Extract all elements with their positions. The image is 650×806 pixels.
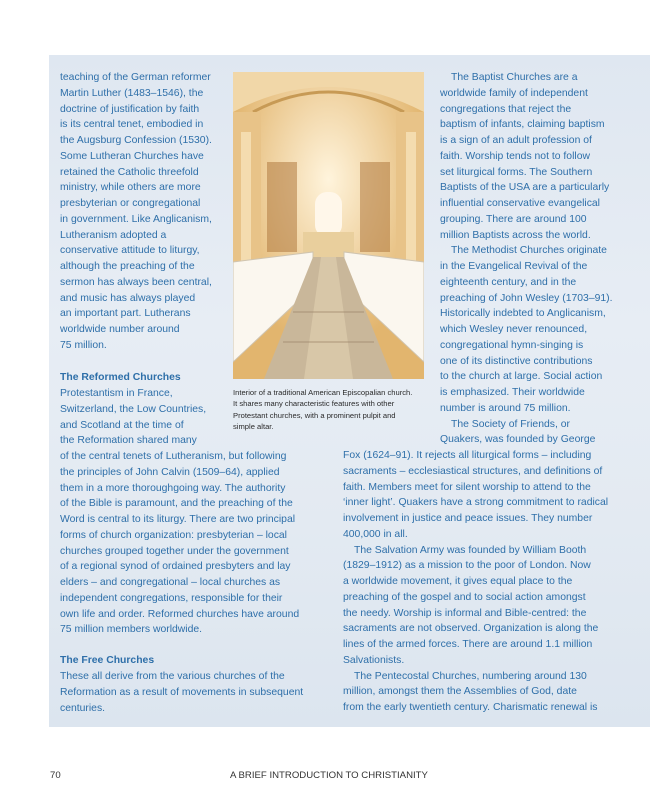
text-line: worldwide number around [60, 324, 180, 335]
text-line: conservative attitude to liturgy, [60, 245, 200, 257]
text-line: the principles of John Calvin (1509–64), applied [60, 466, 280, 478]
text-line: preaching of John Wesley (1703–91). [440, 292, 613, 304]
text-line: sacraments – ecclesiastical structures, and definitions of [343, 465, 603, 477]
text-line: The Salvation Army was founded by William Booth [354, 544, 587, 556]
running-title: A BRIEF INTRODUCTION TO CHRISTIANITY [230, 770, 428, 781]
text-line: baptism of infants, claiming baptism [440, 119, 605, 131]
text-line: in the Evangelical Revival of the [440, 261, 588, 272]
text-line: ‘inner light’. Quakers have a strong commitment to radical [343, 497, 609, 509]
section-heading: The Free Churches [60, 655, 155, 666]
text-line: These all derive from the various churches of the [60, 671, 285, 682]
photo-caption-line: It shares many characteristic features with other [233, 399, 395, 409]
text-line: teaching of the German reformer [60, 72, 211, 83]
text-line: Reformation as a result of movements in subsequent [60, 686, 304, 698]
text-line: faith. Members meet for silent worship to attend to the [343, 481, 591, 493]
text-line: Baptists of the USA are a particularly [440, 182, 610, 194]
text-line: is its central tenet, embodied in [60, 119, 204, 131]
photo-caption-line: Interior of a traditional American Episcopalian church. [233, 388, 413, 397]
text-line: lines of the armed forces. There are around 1.1 million [343, 639, 593, 650]
text-line: worldwide family of independent [440, 87, 588, 99]
text-line: Word is central to its liturgy. There are two principal [60, 514, 296, 525]
text-line: although the preaching of the [60, 261, 195, 272]
text-line: preaching of the gospel and to social action amongst [343, 591, 586, 603]
text-line: The Methodist Churches originate [451, 245, 607, 257]
text-line: congregations that reject the [440, 103, 572, 115]
text-line: which Wesley never renounced, [440, 324, 588, 335]
text-line: of a regional synod of ordained presbyters and lay [60, 561, 291, 573]
photo-caption-line: simple altar. [233, 422, 274, 432]
text-line: Fox (1624–91). It rejects all liturgical forms – including [343, 450, 592, 461]
text-line: million Baptists across the world. [440, 229, 591, 241]
text-line: to the church at large. Social action [440, 371, 603, 383]
text-line: a worldwide movement, it gives equal place to the [343, 576, 573, 587]
text-line: sacraments are not observed. Organization is along the [343, 623, 599, 635]
text-line: 75 million members worldwide. [60, 624, 203, 636]
text-line: sermon has always been central, [60, 276, 212, 288]
text-line: forms of church organization: presbyterian – local [60, 529, 287, 541]
text-line: Quakers, was founded by George [440, 434, 596, 446]
text-line: 400,000 in all. [343, 528, 408, 540]
text-line: eighteenth century, and in the [440, 276, 577, 288]
section-heading: The Reformed Churches [60, 372, 181, 383]
text-line: and Scotland at the time of [60, 419, 184, 431]
text-line: involvement in justice and peace issues. They number [343, 513, 593, 524]
text-line: of the central tenets of Lutheranism, but following [60, 451, 287, 462]
text-line: of the Bible is paramount, and the preaching of the [60, 498, 293, 510]
text-line: Lutheranism adopted a [60, 229, 167, 241]
text-line: Switzerland, the Low Countries, [60, 403, 207, 415]
text-line: one of its distinctive contributions [440, 355, 593, 367]
text-line: and music has always played [60, 292, 196, 304]
text-line: (1829–1912) as a mission to the poor of London. Now [343, 560, 591, 572]
text-line: Historically indebted to Anglicanism, [440, 308, 606, 320]
text-line: retained the Catholic threefold [60, 166, 199, 178]
text-line: independent congregations, responsible for their [60, 592, 283, 604]
text-line: grouping. There are around 100 [440, 213, 587, 225]
text-line: million, amongst them the Assemblies of God, date [343, 686, 577, 698]
text-line: congregational hymn-singing is [440, 339, 584, 351]
text-line: doctrine of justification by faith [60, 103, 200, 115]
text-line: Some Lutheran Churches have [60, 150, 204, 162]
text-line: the Augsburg Confession (1530). [60, 135, 212, 146]
text-line: from the early twentieth century. Charismatic renewal is [343, 702, 598, 713]
text-line: centuries. [60, 702, 106, 714]
text-line: own life and order. Reformed churches have around [60, 608, 300, 620]
text-line: presbyterian or congregational [60, 198, 201, 209]
photo-caption-line: Protestant churches, with a prominent pulpit and [233, 410, 396, 420]
text-line: the Reformation shared many [60, 435, 197, 447]
text-line: set liturgical forms. The Southern [440, 166, 593, 178]
text-line: Salvationists. [343, 654, 405, 666]
text-line: The Baptist Churches are a [451, 72, 578, 83]
text-line: is a sign of an adult profession of [440, 135, 592, 146]
page-number: 70 [50, 770, 61, 781]
text-line: 75 million. [60, 339, 107, 351]
church-interior-photo [233, 72, 424, 379]
text-line: ministry, while others are more [60, 182, 201, 194]
text-line: is emphasized. Their worldwide [440, 387, 585, 398]
text-line: in government. Like Anglicanism, [60, 213, 212, 225]
text-line: The Pentecostal Churches, numbering around 130 [354, 670, 587, 682]
text-line: churches grouped together under the government [60, 545, 289, 557]
text-line: them in a more thoroughgoing way. The authority [60, 482, 286, 494]
text-line: an important part. Lutherans [60, 308, 191, 320]
text-line: faith. Worship tends not to follow [440, 150, 590, 162]
text-line: influential conservative evangelical [440, 198, 600, 209]
text-line: the needy. Worship is informal and Bible-centred: the [343, 607, 587, 619]
text-line: elders – and congregational – local churches as [60, 577, 281, 588]
text-line: Protestantism in France, [60, 388, 173, 399]
text-line: number is around 75 million. [440, 402, 571, 414]
text-line: Martin Luther (1483–1546), the [60, 87, 204, 99]
text-line: The Society of Friends, or [451, 418, 570, 430]
